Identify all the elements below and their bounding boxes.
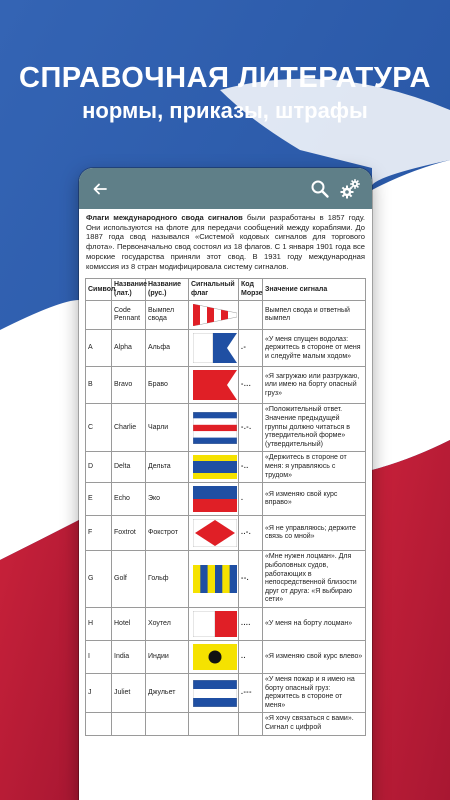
- cell-name-lat: Charlie: [112, 404, 146, 452]
- cell-morse: -..: [239, 452, 263, 483]
- col-header-name-lat: Название (лат.): [112, 279, 146, 301]
- cell-name-rus: Фокстрот: [146, 516, 189, 551]
- cell-symbol: I: [86, 640, 112, 673]
- promo-subtitle: нормы, приказы, штрафы: [82, 98, 368, 123]
- cell-flag: [189, 483, 239, 516]
- table-row: [86, 516, 366, 551]
- cell-name-rus: Альфа: [146, 330, 189, 367]
- cell-name-rus: Индии: [146, 640, 189, 673]
- cell-flag: [189, 452, 239, 483]
- cell-name-rus: Дельта: [146, 452, 189, 483]
- table-row: [86, 367, 366, 404]
- cell-name-lat: Bravo: [112, 367, 146, 404]
- search-icon: [310, 179, 330, 199]
- cell-name-rus: Гольф: [146, 551, 189, 608]
- table-row: [86, 404, 366, 452]
- cell-flag: [189, 640, 239, 673]
- col-header-flag: Сигнальный флаг: [189, 279, 239, 301]
- intro-text: были разработаны в 1857 году. Они используются на флоте для передачи сообщений между кораблями. До 1887 года свод назывался «Системой кодовых сигналов для торгового флота». Первоначально свод состоял из 18 флагов. С 1 января 1901 года все морские государства приняли этот свод. В 1931 году международная комиссия из 8 стран модифицировала систему сигналов.: [86, 213, 366, 271]
- cell-name-rus: Джульет: [146, 673, 189, 712]
- cell-meaning: «Положительный ответ. Значение предыдущей группы должно читаться в утвердительной форме» (утвердительный): [263, 404, 366, 452]
- golf-flag-icon: [193, 565, 237, 593]
- cell-flag: [189, 367, 239, 404]
- cell-flag: [189, 301, 239, 330]
- cell-name-lat: [112, 713, 146, 735]
- cell-name-lat: Hotel: [112, 607, 146, 640]
- cell-meaning: «Держитесь в стороне от меня: я управляюсь с трудом»: [263, 452, 366, 483]
- cell-meaning: «Я не управляюсь; держите связь со мной»: [263, 516, 366, 551]
- article-content: [79, 209, 372, 736]
- cell-name-lat: Foxtrot: [112, 516, 146, 551]
- cell-morse: ..: [239, 640, 263, 673]
- charlie-flag-icon: [193, 412, 237, 444]
- table-row: [86, 640, 366, 673]
- cell-morse: -...: [239, 367, 263, 404]
- cell-name-rus: [146, 713, 189, 735]
- cell-symbol: A: [86, 330, 112, 367]
- cell-symbol: [86, 301, 112, 330]
- col-header-name-rus: Название (рус.): [146, 279, 189, 301]
- table-row: [86, 330, 366, 367]
- alpha-flag-icon: [193, 333, 237, 363]
- settings-button[interactable]: [338, 177, 362, 201]
- promo-title: СПРАВОЧНАЯ ЛИТЕРАТУРА: [19, 62, 431, 94]
- cell-morse: [239, 301, 263, 330]
- cell-name-rus: Эко: [146, 483, 189, 516]
- table-header-row: [86, 279, 366, 301]
- code-pennant-flag-icon: [193, 304, 237, 326]
- cell-name-rus: Вымпел свода: [146, 301, 189, 330]
- cell-morse: .-: [239, 330, 263, 367]
- cell-name-lat: Delta: [112, 452, 146, 483]
- cell-meaning: Вымпел свода и ответный вымпел: [263, 301, 366, 330]
- cell-symbol: [86, 713, 112, 735]
- cell-symbol: J: [86, 673, 112, 712]
- cell-name-lat: Code Pennant: [112, 301, 146, 330]
- cell-morse: .---: [239, 673, 263, 712]
- col-header-symbol: Символ: [86, 279, 112, 301]
- cell-flag: [189, 516, 239, 551]
- cell-symbol: D: [86, 452, 112, 483]
- cell-meaning: «Я загружаю или разгружаю, или имею на борту опасный груз»: [263, 367, 366, 404]
- back-button[interactable]: [89, 178, 111, 200]
- hotel-flag-icon: [193, 611, 237, 637]
- cell-symbol: G: [86, 551, 112, 608]
- arrow-left-icon: [92, 181, 108, 197]
- cell-meaning: «У меня спущен водолаз: держитесь в стороне от меня и следуйте малым ходом»: [263, 330, 366, 367]
- foxtrot-flag-icon: [193, 519, 237, 547]
- table-row: [86, 673, 366, 712]
- delta-flag-icon: [193, 455, 237, 479]
- cell-name-lat: Juliet: [112, 673, 146, 712]
- cell-morse: -.-.: [239, 404, 263, 452]
- col-header-meaning: Значение сигнала: [263, 279, 366, 301]
- gears-icon: [339, 178, 361, 200]
- cell-flag: [189, 673, 239, 712]
- search-button[interactable]: [308, 177, 332, 201]
- echo-flag-icon: [193, 486, 237, 512]
- cell-symbol: H: [86, 607, 112, 640]
- cell-morse: ..-.: [239, 516, 263, 551]
- cell-meaning: «Мне нужен лоцман». Для рыболовных судов, работающих в непосредственной близости друг от друга: «Я выбираю сети»: [263, 551, 366, 608]
- cell-meaning: «Я хочу связаться с вами». Сигнал с цифрой: [263, 713, 366, 735]
- cell-name-lat: India: [112, 640, 146, 673]
- cell-name-rus: Чарли: [146, 404, 189, 452]
- intro-bold: Флаги международного свода сигналов: [86, 213, 243, 222]
- cell-flag: [189, 404, 239, 452]
- cell-morse: .: [239, 483, 263, 516]
- cell-symbol: B: [86, 367, 112, 404]
- table-row: [86, 301, 366, 330]
- cell-name-rus: Браво: [146, 367, 189, 404]
- col-header-morse: Код Морзе: [239, 279, 263, 301]
- table-row: [86, 607, 366, 640]
- india-flag-icon: [193, 644, 237, 670]
- table-row: [86, 452, 366, 483]
- cell-meaning: «Я изменяю свой курс вправо»: [263, 483, 366, 516]
- cell-flag: [189, 713, 239, 735]
- cell-morse: ....: [239, 607, 263, 640]
- table-row: [86, 713, 366, 735]
- cell-symbol: C: [86, 404, 112, 452]
- cell-symbol: F: [86, 516, 112, 551]
- cell-morse: --.: [239, 551, 263, 608]
- bravo-flag-icon: [193, 370, 237, 400]
- cell-morse: [239, 713, 263, 735]
- cell-name-lat: Alpha: [112, 330, 146, 367]
- juliet-flag-icon: [193, 680, 237, 707]
- table-row: [86, 483, 366, 516]
- cell-flag: [189, 551, 239, 608]
- cell-meaning: «У меня пожар и я имею на борту опасный груз: держитесь в стороне от меня»: [263, 673, 366, 712]
- cell-name-rus: Хоутел: [146, 607, 189, 640]
- phone-screen: [79, 168, 372, 800]
- cell-name-lat: Echo: [112, 483, 146, 516]
- cell-symbol: E: [86, 483, 112, 516]
- cell-flag: [189, 330, 239, 367]
- cell-flag: [189, 607, 239, 640]
- cell-meaning: «У меня на борту лоцман»: [263, 607, 366, 640]
- cell-meaning: «Я изменяю свой курс влево»: [263, 640, 366, 673]
- cell-name-lat: Golf: [112, 551, 146, 608]
- toolbar: [79, 168, 372, 209]
- table-row: [86, 551, 366, 608]
- intro-paragraph: [85, 213, 366, 278]
- signal-flags-table: [85, 278, 366, 735]
